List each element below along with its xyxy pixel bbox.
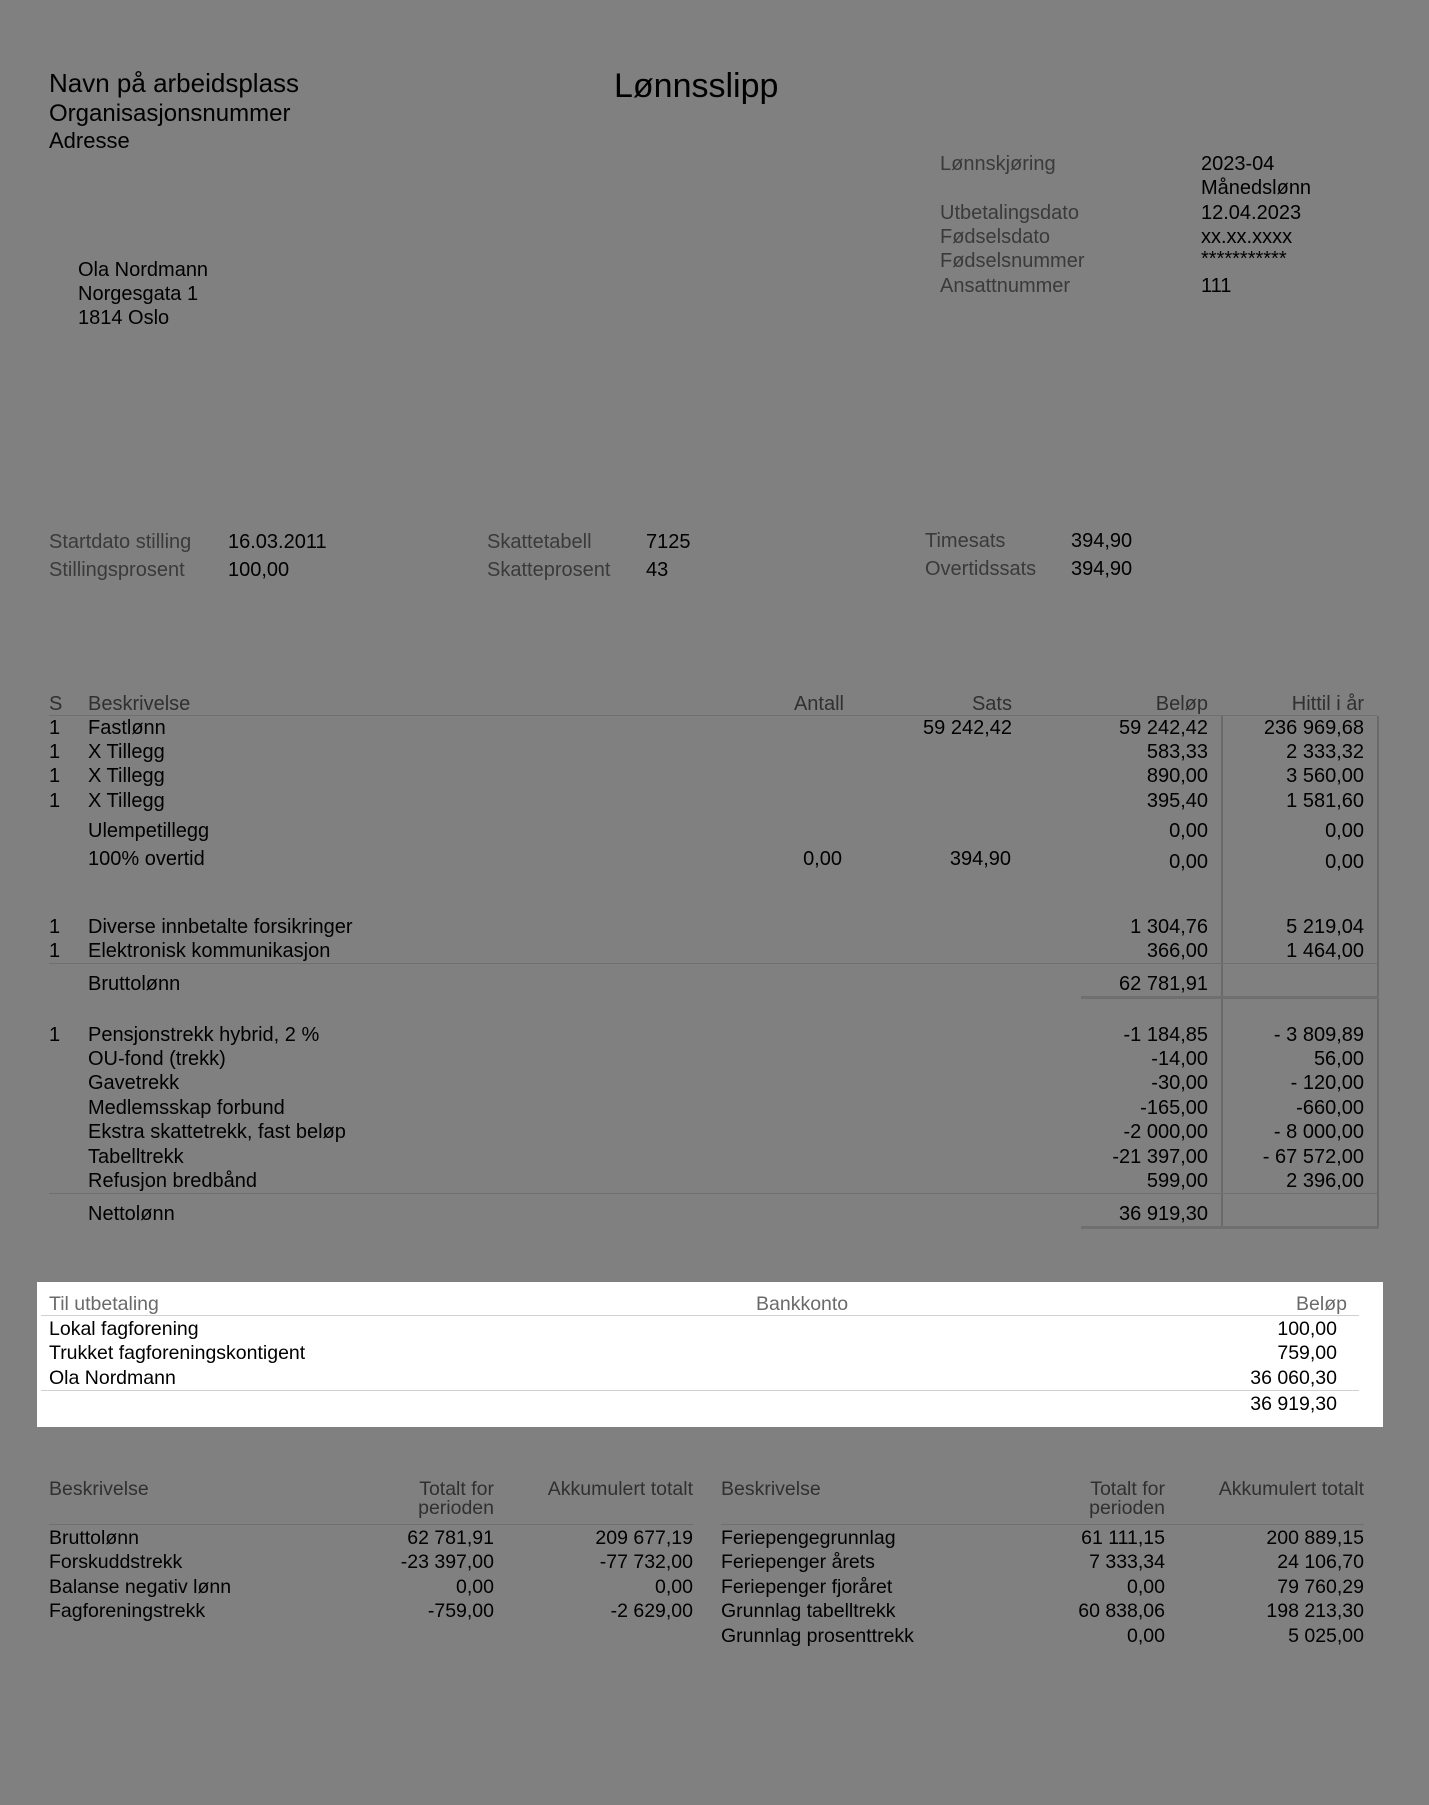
row-description: 100% overtid xyxy=(88,848,205,870)
payout-amount: 36 060,30 xyxy=(1250,1367,1337,1389)
row-description: Fastlønn xyxy=(88,717,166,739)
net-divider xyxy=(49,1193,1377,1194)
summary-row-period: -759,00 xyxy=(427,1600,494,1622)
row-description: Gavetrekk xyxy=(88,1072,180,1094)
row-amount: -1 184,85 xyxy=(1123,1024,1208,1046)
payout-amount: 100,00 xyxy=(1277,1318,1337,1340)
page-title: Lønnsslipp xyxy=(614,67,779,105)
row-ytd: -660,00 xyxy=(1296,1097,1364,1119)
row-description: X Tillegg xyxy=(88,741,165,763)
net-underline xyxy=(1081,1226,1379,1229)
row-description: Elektronisk kommunikasjon xyxy=(88,940,331,962)
gross-divider xyxy=(49,963,1377,964)
employee-street: Norgesgata 1 xyxy=(78,283,199,305)
employee-name: Ola Nordmann xyxy=(78,259,209,281)
row-amount: -165,00 xyxy=(1140,1097,1208,1119)
row-ytd: 5 219,04 xyxy=(1286,916,1364,938)
pay-type-value: Månedslønn xyxy=(1201,177,1312,199)
row-s: 1 xyxy=(49,741,61,763)
row-ytd: 236 969,68 xyxy=(1263,717,1364,739)
row-ytd: 1 464,00 xyxy=(1286,940,1364,962)
row-s: 1 xyxy=(49,765,61,787)
summary-row-period: 60 838,06 xyxy=(1078,1600,1165,1622)
row-amount: -2 000,00 xyxy=(1123,1121,1208,1143)
row-description: X Tillegg xyxy=(88,765,165,787)
row-ytd: 2 333,32 xyxy=(1286,741,1364,763)
row-s: 1 xyxy=(49,916,61,938)
start-date-value: 16.03.2011 xyxy=(228,531,327,553)
summary-row-description: Grunnlag prosenttrekk xyxy=(721,1625,914,1647)
position-percent-label: Stillingsprosent xyxy=(49,559,185,581)
row-ytd: 0,00 xyxy=(1325,820,1364,842)
row-amount: -14,00 xyxy=(1151,1048,1208,1070)
col-header-description: Beskrivelse xyxy=(88,693,191,715)
run-label: Lønnskjøring xyxy=(940,153,1056,175)
row-amount: 59 242,42 xyxy=(1119,717,1208,739)
row-ytd: 1 581,60 xyxy=(1286,790,1364,812)
col-header-ytd: Hittil i år xyxy=(1291,693,1364,715)
summary-row-accumulated: 198 213,30 xyxy=(1266,1600,1364,1622)
payout-total: 36 919,30 xyxy=(1250,1393,1337,1415)
summary-row-accumulated: 5 025,00 xyxy=(1288,1625,1364,1647)
summary-row-description: Grunnlag tabelltrekk xyxy=(721,1600,896,1622)
payout-recipient: Trukket fagforeningskontigent xyxy=(49,1342,306,1364)
summary-left-header-description: Beskrivelse xyxy=(49,1478,149,1500)
birth-date-label: Fødselsdato xyxy=(940,226,1051,248)
summary-row-description: Feriepengegrunnlag xyxy=(721,1527,896,1549)
overtime-rate-value: 394,90 xyxy=(1071,558,1133,580)
employee-city: 1814 Oslo xyxy=(78,307,170,329)
col-header-amount: Beløp xyxy=(1155,693,1208,715)
summary-row-period: -23 397,00 xyxy=(400,1551,494,1573)
run-value: 2023-04 xyxy=(1201,153,1275,175)
row-ytd: - 120,00 xyxy=(1290,1072,1364,1094)
row-description: Medlemsskap forbund xyxy=(88,1097,285,1119)
summary-row-accumulated: 79 760,29 xyxy=(1277,1576,1364,1598)
row-amount: 0,00 xyxy=(1169,820,1208,842)
row-ytd: - 67 572,00 xyxy=(1262,1146,1364,1168)
gross-label: Bruttolønn xyxy=(88,973,181,995)
col-header-s: S xyxy=(49,693,63,715)
row-amount: 583,33 xyxy=(1146,741,1208,763)
row-description: Diverse innbetalte forsikringer xyxy=(88,916,353,938)
employer-name: Navn på arbeidsplass xyxy=(49,68,300,98)
summary-row-accumulated: -77 732,00 xyxy=(599,1551,693,1573)
net-label: Nettolønn xyxy=(88,1203,175,1225)
tax-percent-value: 43 xyxy=(646,559,669,581)
payout-header-divider xyxy=(41,1315,1359,1316)
row-amount: 366,00 xyxy=(1146,940,1208,962)
col-header-rate: Sats xyxy=(971,693,1012,715)
ytd-divider xyxy=(1221,716,1223,1226)
payment-date-value: 12.04.2023 xyxy=(1201,202,1302,224)
row-ytd: 2 396,00 xyxy=(1286,1170,1364,1192)
payout-box xyxy=(37,1282,1383,1427)
tax-percent-label: Skatteprosent xyxy=(487,559,611,581)
employee-number-label: Ansattnummer xyxy=(940,275,1071,297)
row-ytd: 3 560,00 xyxy=(1286,765,1364,787)
tax-table-value: 7125 xyxy=(646,531,691,553)
payment-date-label: Utbetalingsdato xyxy=(940,202,1079,224)
row-ytd: - 8 000,00 xyxy=(1273,1121,1364,1143)
summary-row-period: 61 111,15 xyxy=(1081,1527,1165,1549)
row-description: Ulempetillegg xyxy=(88,820,210,842)
row-quantity: 0,00 xyxy=(803,848,842,870)
position-percent-value: 100,00 xyxy=(228,559,290,581)
summary-row-description: Bruttolønn xyxy=(49,1527,139,1549)
col-header-quantity: Antall xyxy=(793,693,844,715)
hourly-rate-value: 394,90 xyxy=(1071,530,1133,552)
summary-left-header-accumulated: Akkumulert totalt xyxy=(547,1478,693,1500)
birth-date-value: xx.xx.xxxx xyxy=(1201,226,1293,248)
summary-right-header-period-1: Totalt for xyxy=(1090,1478,1165,1500)
summary-row-period: 62 781,91 xyxy=(407,1527,494,1549)
row-description: OU-fond (trekk) xyxy=(88,1048,226,1070)
row-ytd: 0,00 xyxy=(1325,851,1364,873)
summary-left-divider xyxy=(49,1524,693,1525)
summary-right-header-period-2: perioden xyxy=(1089,1497,1165,1519)
summary-right-header-accumulated: Akkumulert totalt xyxy=(1218,1478,1364,1500)
gross-amount: 62 781,91 xyxy=(1119,973,1208,995)
row-rate: 394,90 xyxy=(949,848,1011,870)
summary-row-period: 7 333,34 xyxy=(1089,1551,1165,1573)
row-amount: 890,00 xyxy=(1146,765,1208,787)
payout-total-divider xyxy=(41,1390,1359,1391)
row-amount: -30,00 xyxy=(1151,1072,1208,1094)
row-description: Ekstra skattetrekk, fast beløp xyxy=(88,1121,346,1143)
row-s: 1 xyxy=(49,717,61,739)
summary-row-accumulated: 0,00 xyxy=(655,1576,693,1598)
row-s: 1 xyxy=(49,790,61,812)
ssn-value: *********** xyxy=(1201,248,1287,270)
summary-right-divider xyxy=(721,1524,1364,1525)
summary-row-description: Balanse negativ lønn xyxy=(49,1576,232,1598)
row-ytd: - 3 809,89 xyxy=(1273,1024,1364,1046)
net-amount: 36 919,30 xyxy=(1119,1203,1208,1225)
payout-recipient: Lokal fagforening xyxy=(49,1318,199,1340)
summary-row-description: Feriepenger fjoråret xyxy=(721,1576,893,1598)
row-s: 1 xyxy=(49,1024,61,1046)
payout-header-amount: Beløp xyxy=(1296,1293,1347,1315)
summary-row-period: 0,00 xyxy=(456,1576,494,1598)
employee-number-value: 111 xyxy=(1201,275,1232,297)
row-amount: 0,00 xyxy=(1169,851,1208,873)
row-rate: 59 242,42 xyxy=(923,717,1012,739)
row-amount: -21 397,00 xyxy=(1112,1146,1208,1168)
summary-row-description: Fagforeningstrekk xyxy=(49,1600,206,1622)
summary-left-header-period-1: Totalt for xyxy=(419,1478,494,1500)
employer-org-number: Organisasjonsnummer xyxy=(49,100,291,127)
row-amount: 395,40 xyxy=(1146,790,1208,812)
summary-right-header-description: Beskrivelse xyxy=(721,1478,821,1500)
overtime-rate-label: Overtidssats xyxy=(925,558,1037,580)
ssn-label: Fødselsnummer xyxy=(940,250,1085,272)
summary-row-description: Forskuddstrekk xyxy=(49,1551,183,1573)
row-description: Pensjonstrekk hybrid, 2 % xyxy=(88,1024,320,1046)
row-description: Tabelltrekk xyxy=(88,1146,184,1168)
gross-underline xyxy=(1081,996,1379,999)
row-description: Refusjon bredbånd xyxy=(88,1170,258,1192)
summary-row-description: Feriepenger årets xyxy=(721,1551,875,1573)
summary-row-period: 0,00 xyxy=(1127,1576,1165,1598)
payout-amount: 759,00 xyxy=(1277,1342,1337,1364)
summary-row-period: 0,00 xyxy=(1127,1625,1165,1647)
payout-recipient: Ola Nordmann xyxy=(49,1367,176,1389)
summary-row-accumulated: 200 889,15 xyxy=(1266,1527,1364,1549)
summary-row-accumulated: -2 629,00 xyxy=(610,1600,693,1622)
payout-header-account: Bankkonto xyxy=(756,1293,849,1315)
table-right-border xyxy=(1377,716,1379,1226)
summary-row-accumulated: 209 677,19 xyxy=(595,1527,693,1549)
summary-left-header-period-2: perioden xyxy=(418,1497,494,1519)
payout-header-recipient: Til utbetaling xyxy=(49,1293,159,1315)
row-amount: 599,00 xyxy=(1146,1170,1208,1192)
tax-table-label: Skattetabell xyxy=(487,531,592,553)
row-s: 1 xyxy=(49,940,61,962)
hourly-rate-label: Timesats xyxy=(925,530,1006,552)
row-description: X Tillegg xyxy=(88,790,165,812)
row-ytd: 56,00 xyxy=(1313,1048,1364,1070)
start-date-label: Startdato stilling xyxy=(49,531,192,553)
employer-address: Adresse xyxy=(49,128,130,153)
row-amount: 1 304,76 xyxy=(1130,916,1208,938)
summary-row-accumulated: 24 106,70 xyxy=(1277,1551,1364,1573)
